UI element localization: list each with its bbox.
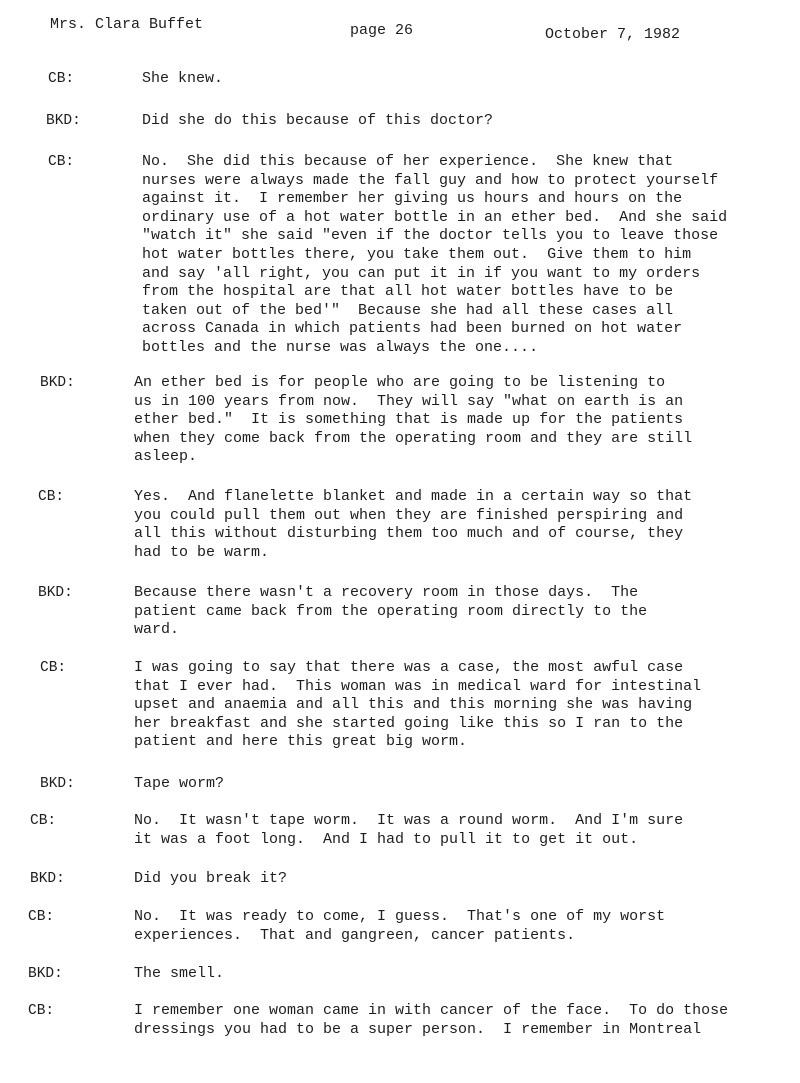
speech-line: hot water bottles there, you take them out. Give them to him (142, 245, 692, 263)
speech-text (134, 775, 746, 794)
speech-text (142, 112, 754, 131)
speaker-label: CB: (30, 813, 57, 829)
speaker-label: CB: (28, 1003, 55, 1019)
speaker-label: BKD: (46, 113, 81, 129)
speech-line: dressings you had to be a super person. I remember in Montreal (134, 1020, 702, 1038)
speech-line: She knew. (142, 70, 224, 87)
speaker-label: CB: (48, 71, 75, 87)
speech-line: No. It wasn't tape worm. It was a round worm. And I'm sure (134, 812, 684, 829)
speech-line: patient and here this great big worm. (134, 733, 468, 751)
speech-line: ether bed." It is something that is made up for the patients (134, 411, 684, 429)
speech-text (134, 374, 746, 467)
speech-line: patient came back from the operating room directly to the (134, 602, 648, 620)
speech-line: ward. (134, 621, 180, 639)
speech-line: all this without disturbing them too much and of course, they (134, 525, 684, 543)
speech-line: that I ever had. This woman was in medical ward for intestinal (134, 677, 702, 695)
speech-line: us in 100 years from now. They will say "what on earth is an (134, 392, 684, 410)
speaker-label: CB: (40, 660, 67, 676)
speech-text (134, 1002, 746, 1039)
speech-text (134, 659, 746, 752)
interviewee-name: Mrs. Clara Buffet (50, 16, 204, 33)
speaker-label: CB: (48, 154, 75, 170)
speech-text (142, 70, 754, 89)
speaker-label: CB: (38, 489, 65, 505)
speech-line: nurses were always made the fall guy and how to protect yourself (142, 171, 719, 189)
speech-text (134, 584, 746, 640)
speaker-label: BKD: (40, 375, 75, 391)
speech-line: I was going to say that there was a case, the most awful case (134, 659, 684, 676)
speech-line: I remember one woman came in with cancer of the face. To do those (134, 1002, 729, 1019)
speech-text (134, 908, 746, 945)
speech-line: and say 'all right, you can put it in if you want to my orders (142, 264, 701, 282)
speech-line: An ether bed is for people who are going to be listening to (134, 374, 666, 391)
speech-line: against it. I remember her giving us hours and hours on the (142, 190, 683, 208)
speech-line: "watch it" she said "even if the doctor tells you to leave those (142, 227, 719, 245)
speaker-label: BKD: (38, 585, 73, 601)
speech-line: experiences. That and gangreen, cancer patients. (134, 926, 576, 944)
speaker-label: BKD: (40, 776, 75, 792)
speech-line: upset and anaemia and all this and this morning she was having (134, 696, 693, 714)
speech-line: from the hospital are that all hot water bottles have to be (142, 283, 674, 301)
speech-line: you could pull them out when they are finished perspiring and (134, 506, 684, 524)
speech-line: across Canada in which patients had been burned on hot water (142, 320, 683, 338)
speech-line: asleep. (134, 448, 198, 466)
speech-line: taken out of the bed'" Because she had all these cases all (142, 301, 674, 319)
speech-line: when they come back from the operating room and they are still (134, 429, 693, 447)
speaker-label: BKD: (30, 871, 65, 887)
speech-text (134, 870, 746, 889)
speech-line: ordinary use of a hot water bottle in an ether bed. And she said (142, 208, 728, 226)
speech-text (134, 488, 746, 562)
page-number: page 26 (350, 22, 414, 39)
speech-line: Did she do this because of this doctor? (142, 112, 494, 129)
page-header (0, 16, 800, 46)
speech-text (134, 965, 746, 984)
speech-line: The smell. (134, 965, 225, 982)
speech-line: Yes. And flanelette blanket and made in a certain way so that (134, 488, 693, 505)
speech-text (142, 153, 754, 358)
speech-line: No. It was ready to come, I guess. That's one of my worst (134, 908, 666, 925)
speech-line: No. She did this because of her experience. She knew that (142, 153, 674, 170)
speech-line: had to be warm. (134, 543, 270, 561)
speaker-label: CB: (28, 909, 55, 925)
speech-line: Did you break it? (134, 870, 288, 887)
speech-line: Tape worm? (134, 775, 225, 792)
speech-line: Because there wasn't a recovery room in those days. The (134, 584, 639, 601)
speech-text (134, 812, 746, 849)
speech-line: it was a foot long. And I had to pull it to get it out. (134, 830, 639, 848)
speaker-label: BKD: (28, 966, 63, 982)
speech-line: her breakfast and she started going like this so I ran to the (134, 714, 684, 732)
speech-line: bottles and the nurse was always the one.... (142, 338, 539, 356)
interview-date: October 7, 1982 (545, 26, 681, 43)
